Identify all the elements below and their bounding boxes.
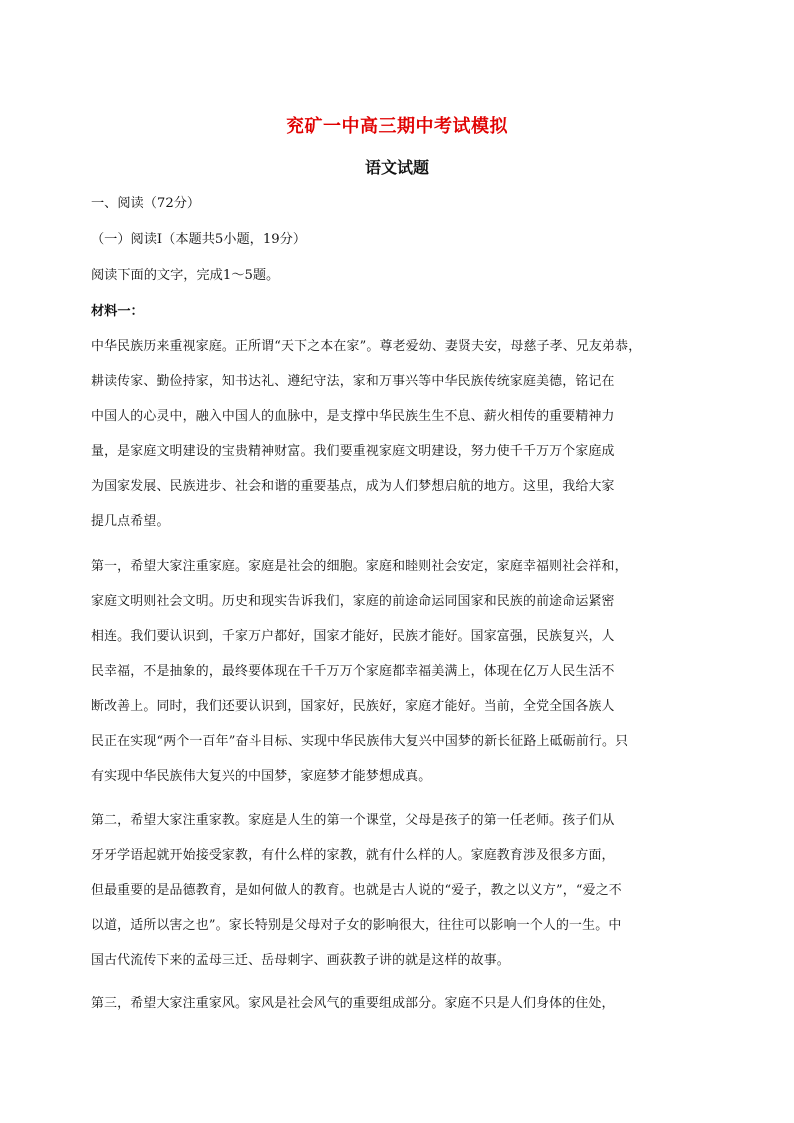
- text-line: 中国人的心灵中，融入中国人的血脉中，是支撑中华民族生生不息、薪火相传的重要精神力: [91, 409, 615, 424]
- text-line: 民正在实现“两个一百年”奋斗目标、实现中华民族伟大复兴中国梦的新长征路上砥砺前行。只: [91, 734, 629, 749]
- text-line: 断改善上。同时，我们还要认识到，国家好，民族好，家庭才能好。当前，全党全国各族人: [91, 699, 615, 714]
- sub-section-heading: （一）阅读Ⅰ（本题共5小题，19分）: [91, 232, 307, 247]
- material-label: 材料一：: [91, 304, 144, 319]
- text-line: 耕读传家、勤俭持家，知书达礼、遵纪守法，家和万事兴等中华民族传统家庭美德，铭记在: [91, 374, 615, 389]
- text-line: 中华民族历来重视家庭。正所谓“天下之本在家”。尊老爱幼、妻贤夫安，母慈子孝、兄友弟恭，: [91, 339, 642, 354]
- text-line: 有实现中华民族伟大复兴的中国梦，家庭梦才能梦想成真。: [91, 769, 432, 784]
- text-line: 第二，希望大家注重家教。家庭是人生的第一个课堂，父母是孩子的第一任老师。孩子们从: [91, 813, 615, 828]
- text-line: 提几点希望。: [91, 514, 170, 529]
- text-line: 为国家发展、民族进步、社会和谐的重要基点，成为人们梦想启航的地方。这里，我给大家: [91, 479, 615, 494]
- text-line: 但最重要的是品德教育，是如何做人的教育。也就是古人说的“爱子，教之以义方”，“爱之不: [91, 883, 622, 898]
- section-heading: 一、阅读（72分）: [91, 196, 201, 211]
- text-line: 量，是家庭文明建设的宝贵精神财富。我们要重视家庭文明建设，努力使千千万万个家庭成: [91, 444, 615, 459]
- instruction-text: 阅读下面的文字，完成1～5题。: [91, 268, 280, 283]
- text-line: 民幸福，不是抽象的，最终要体现在千千万万个家庭都幸福美满上，体现在亿万人民生活不: [91, 664, 615, 679]
- text-line: 相连。我们要认识到，千家万户都好，国家才能好，民族才能好。国家富强，民族复兴，人: [91, 629, 615, 644]
- exam-title: 兖矿一中高三期中考试模拟: [286, 116, 508, 137]
- text-line: 以道，适所以害之也”。家长特别是父母对子女的影响很大，往往可以影响一个人的一生。中: [91, 918, 622, 933]
- text-line: 牙牙学语起就开始接受家教，有什么样的家教，就有什么样的人。家庭教育涉及很多方面，: [91, 848, 615, 863]
- text-line: 家庭文明则社会文明。历史和现实告诉我们，家庭的前途命运同国家和民族的前途命运紧密: [91, 594, 615, 609]
- exam-subtitle: 语文试题: [364, 158, 429, 177]
- text-line: 第三，希望大家注重家风。家风是社会风气的重要组成部分。家庭不只是人们身体的住处，: [91, 996, 615, 1011]
- text-line: 第一，希望大家注重家庭。家庭是社会的细胞。家庭和睦则社会安定，家庭幸福则社会祥和，: [91, 559, 628, 574]
- text-line: 国古代流传下来的孟母三迁、岳母刺字、画荻教子讲的就是这样的故事。: [91, 953, 510, 968]
